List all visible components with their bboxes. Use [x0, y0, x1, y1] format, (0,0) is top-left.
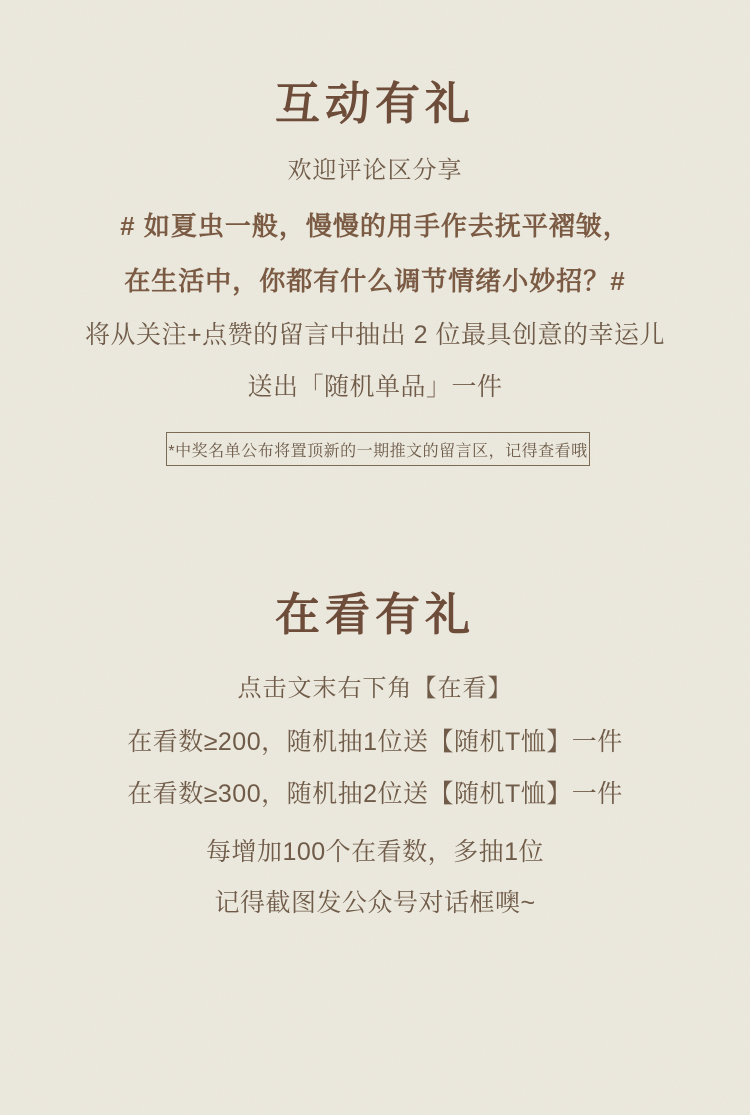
wow-rule-line3: 每增加100个在看数，多抽1位: [205, 838, 545, 866]
winner-notice-text: *中奖名单公布将置顶新的一期推文的留言区，记得查看哦: [168, 442, 588, 460]
interaction-topic-line2: 在生活中，你都有什么调节情绪小妙招？#: [124, 266, 626, 296]
interaction-subtitle: 欢迎评论区分享: [287, 157, 463, 184]
interaction-title: 互动有礼: [274, 77, 475, 130]
wow-title: 在看有礼: [274, 588, 475, 641]
wow-subtitle: 点击文末右下角【在看】: [237, 675, 513, 702]
wow-rule-line1: 在看数≥200，随机抽1位送【随机T恤】一件: [127, 728, 623, 756]
interaction-rule-line1: 将从关注+点赞的留言中抽出 2 位最具创意的幸运儿: [85, 321, 665, 349]
winner-notice-box: [166, 432, 590, 466]
interaction-rule-line2: 送出「随机单品」一件: [247, 373, 503, 401]
wow-rule-line2: 在看数≥300，随机抽2位送【随机T恤】一件: [127, 780, 623, 808]
interaction-topic-line1: # 如夏虫一般，慢慢的用手作去抚平褶皱，: [120, 211, 630, 241]
wow-rule-line4: 记得截图发公众号对话框噢~: [214, 889, 536, 917]
